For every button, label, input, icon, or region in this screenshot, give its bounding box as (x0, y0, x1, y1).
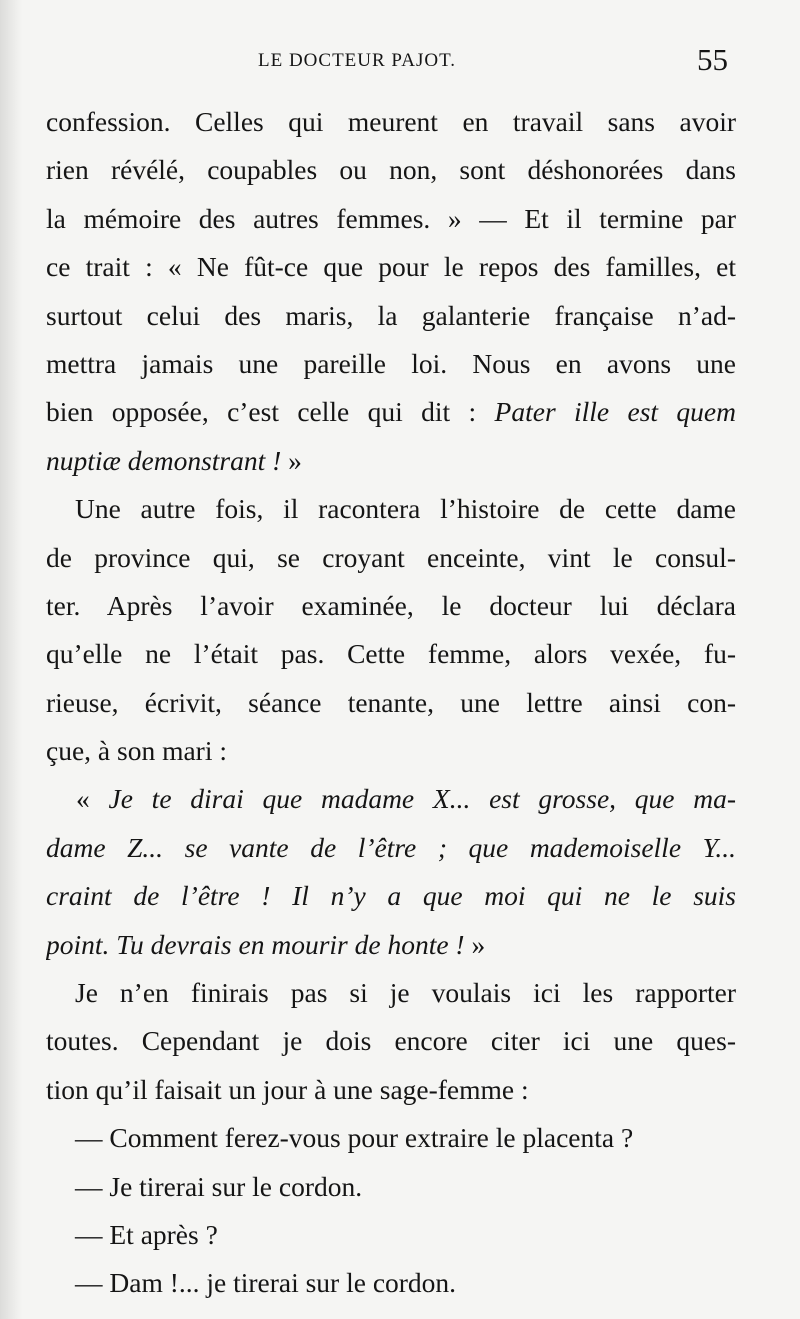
latin-quote: Pater ille est quem (494, 396, 736, 428)
text-line: toutes. Cependant je dois encore citer ici une ques- (46, 1025, 736, 1057)
running-title: LE DOCTEUR PAJOT. (258, 50, 457, 71)
latin-quote: nuptiæ demonstrant ! (46, 444, 282, 476)
text-line: nuptiæ demonstrant ! » (46, 444, 302, 476)
letter-quote-start: « Je te dirai que madame X... est grosse, que ma- (76, 783, 736, 815)
text-line: ter. Après l’avoir examinée, le docteur lui déclara (46, 589, 736, 621)
dialogue-line: — Et après ? (75, 1218, 218, 1250)
body-text (46, 98, 736, 1308)
dialogue-line: — Comment ferez-vous pour extraire le placenta ? (75, 1122, 634, 1154)
text-line: çue, à son mari : (46, 735, 227, 767)
page-number: 55 (697, 42, 728, 77)
text-line: confession. Celles qui meurent en travail sans avoir (46, 106, 736, 137)
paragraph-start: Je n’en finirais pas si je voulais ici les rapporter (75, 977, 736, 1009)
text-line: ce trait : « Ne fût-ce que pour le repos des familles, et (46, 251, 736, 283)
text-line: tion qu’il faisait un jour à une sage-femme : (46, 1073, 529, 1105)
text-line: surtout celui des maris, la galanterie française n’ad- (46, 299, 736, 331)
dialogue-line: — Dam !... je tirerai sur le cordon. (75, 1267, 457, 1299)
page-gutter-shadow (0, 0, 22, 1319)
text-line: la mémoire des autres femmes. » — Et il termine par (46, 202, 736, 234)
text-line: qu’elle ne l’était pas. Cette femme, alors vexée, fu- (46, 638, 736, 670)
text-line: rien révélé, coupables ou non, sont déshonorées dans (46, 154, 736, 186)
letter-quote-line: dame Z... se vante de l’être ; que mademoiselle Y... (46, 831, 736, 863)
paragraph-start: Une autre fois, il racontera l’histoire de cette dame (75, 493, 736, 525)
letter-quote-line: point. Tu devrais en mourir de honte ! » (46, 928, 486, 960)
letter-quote-line: craint de l’être ! Il n’y a que moi qui ne le suis (46, 880, 736, 912)
dialogue-line: — Je tirerai sur le cordon. (75, 1170, 363, 1202)
text-line: bien opposée, c’est celle qui dit : Pater ille est quem (46, 396, 736, 428)
letter-quote: Je te dirai que madame X... est grosse, que ma- (108, 783, 736, 815)
text-line: mettra jamais une pareille loi. Nous en avons une (46, 347, 736, 379)
text-line: de province qui, se croyant enceinte, vint le consul- (46, 541, 736, 573)
text-line: rieuse, écrivit, séance tenante, une lettre ainsi con- (46, 686, 736, 718)
